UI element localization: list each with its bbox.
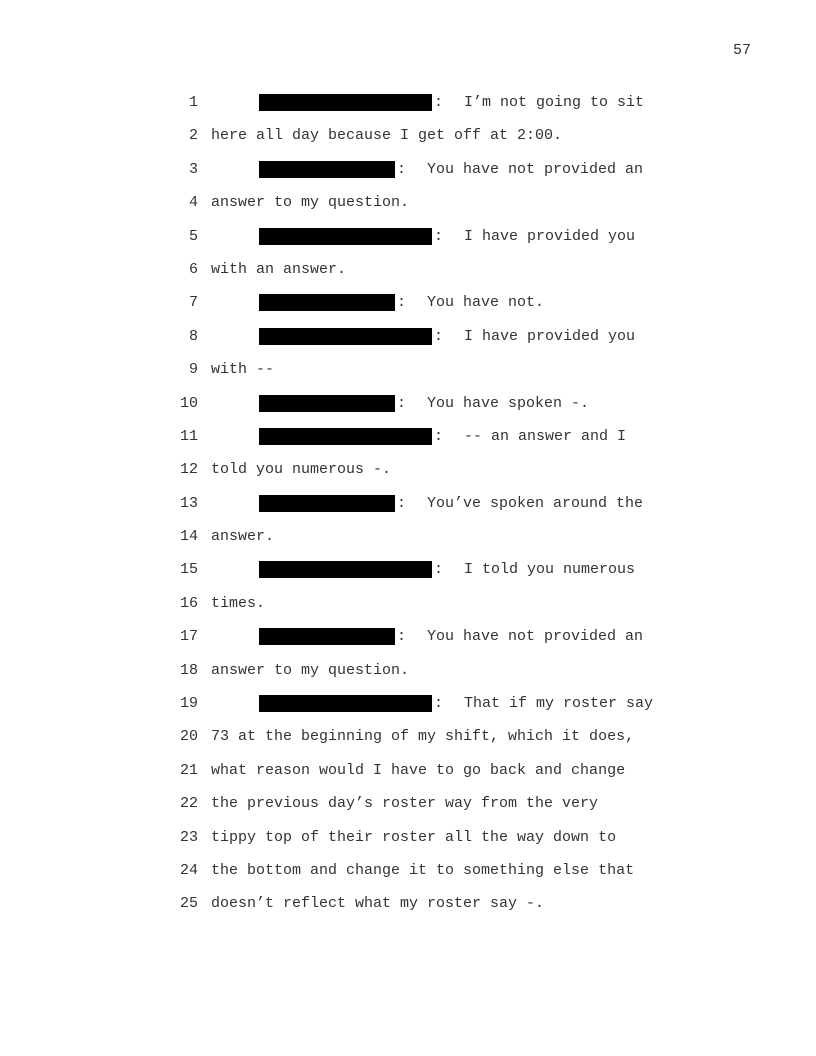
redacted-speaker-name (259, 628, 395, 645)
line-text: 73 at the beginning of my shift, which it does, (211, 728, 635, 746)
speaker-colon: : (397, 160, 407, 178)
line-text: I have provided you (464, 327, 636, 345)
transcript-line (170, 893, 690, 926)
speaker-colon: : (434, 227, 444, 245)
transcript-line (170, 426, 690, 459)
transcript-line (170, 526, 690, 559)
transcript-line (170, 192, 690, 225)
line-number: 16 (179, 594, 198, 612)
transcript-line (170, 226, 690, 259)
line-text: times. (211, 594, 266, 612)
line-text: I told you numerous (464, 561, 636, 579)
line-number: 4 (188, 194, 198, 212)
line-text: here all day because I get off at 2:00. (211, 127, 563, 145)
redacted-speaker-name (259, 228, 432, 245)
transcript-line (170, 760, 690, 793)
line-number: 15 (179, 561, 198, 579)
speaker-turn (259, 626, 643, 648)
line-number: 20 (179, 728, 198, 746)
redacted-speaker-name (259, 428, 432, 445)
speaker-turn (259, 159, 643, 181)
line-text: I have provided you (464, 227, 636, 245)
line-number: 22 (179, 795, 198, 813)
line-number: 6 (188, 260, 198, 278)
transcript-line (170, 827, 690, 860)
transcript-line (170, 292, 690, 325)
speaker-turn (259, 493, 643, 515)
line-text: the bottom and change it to something else that (211, 861, 635, 879)
line-number: 14 (179, 528, 198, 546)
line-text: answer. (211, 528, 275, 546)
line-number: 13 (179, 494, 198, 512)
line-number: 18 (179, 661, 198, 679)
line-text: told you numerous -. (211, 461, 392, 479)
transcript-line (170, 626, 690, 659)
speaker-colon: : (434, 561, 444, 579)
speaker-colon: : (434, 695, 444, 713)
line-text: answer to my question. (211, 661, 410, 679)
speaker-turn (259, 292, 544, 314)
transcript-line (170, 125, 690, 158)
transcript-line (170, 459, 690, 492)
line-text: -- an answer and I (464, 427, 627, 445)
line-number: 9 (188, 361, 198, 379)
speaker-colon: : (397, 628, 407, 646)
speaker-turn (259, 326, 635, 348)
transcript-line (170, 92, 690, 125)
line-number: 3 (188, 160, 198, 178)
line-text: You’ve spoken around the (427, 494, 644, 512)
speaker-colon: : (397, 494, 407, 512)
speaker-colon: : (397, 294, 407, 312)
line-number: 24 (179, 861, 198, 879)
speaker-turn (259, 226, 635, 248)
line-number: 23 (179, 828, 198, 846)
line-number: 5 (188, 227, 198, 245)
page-number: 57 (733, 42, 752, 59)
line-text: You have not. (427, 294, 545, 312)
line-number: 12 (179, 461, 198, 479)
transcript-line (170, 493, 690, 526)
line-text: what reason would I have to go back and change (211, 761, 626, 779)
line-text: with an answer. (211, 260, 347, 278)
speaker-turn (259, 693, 653, 715)
redacted-speaker-name (259, 495, 395, 512)
redacted-speaker-name (259, 695, 432, 712)
transcript-line (170, 660, 690, 693)
line-text: That if my roster say (464, 695, 654, 713)
line-text: the previous day’s roster way from the very (211, 795, 599, 813)
line-text: with -- (211, 361, 275, 379)
speaker-colon: : (434, 327, 444, 345)
transcript-line (170, 559, 690, 592)
speaker-turn (259, 426, 626, 448)
transcript-line (170, 726, 690, 759)
line-text: I’m not going to sit (464, 94, 645, 111)
transcript-line (170, 860, 690, 893)
line-number: 25 (179, 895, 198, 913)
redacted-speaker-name (259, 161, 395, 178)
line-text: doesn’t reflect what my roster say -. (211, 895, 545, 913)
redacted-speaker-name (259, 395, 395, 412)
speaker-turn (259, 559, 635, 581)
speaker-colon: : (434, 94, 444, 111)
line-number: 21 (179, 761, 198, 779)
line-number: 17 (179, 628, 198, 646)
line-number: 8 (188, 327, 198, 345)
transcript-line (170, 393, 690, 426)
redacted-speaker-name (259, 561, 432, 578)
redacted-speaker-name (259, 294, 395, 311)
line-number: 7 (188, 294, 198, 312)
transcript-line (170, 259, 690, 292)
transcript-line (170, 326, 690, 359)
line-text: You have not provided an (427, 160, 644, 178)
line-number: 11 (179, 427, 198, 445)
speaker-turn (259, 92, 644, 114)
speaker-colon: : (434, 427, 444, 445)
redacted-speaker-name (259, 328, 432, 345)
redacted-speaker-name (259, 94, 432, 111)
line-number: 19 (179, 695, 198, 713)
line-number: 1 (188, 94, 198, 111)
line-number: 2 (188, 127, 198, 145)
transcript-line (170, 159, 690, 192)
line-number: 10 (179, 394, 198, 412)
line-text: You have not provided an (427, 628, 644, 646)
transcript-body (170, 92, 690, 927)
speaker-colon: : (397, 394, 407, 412)
line-text: tippy top of their roster all the way down to (211, 828, 617, 846)
transcript-line (170, 593, 690, 626)
line-text: answer to my question. (211, 194, 410, 212)
transcript-line (170, 693, 690, 726)
speaker-turn (259, 393, 589, 415)
transcript-line (170, 359, 690, 392)
transcript-line (170, 793, 690, 826)
line-text: You have spoken -. (427, 394, 590, 412)
